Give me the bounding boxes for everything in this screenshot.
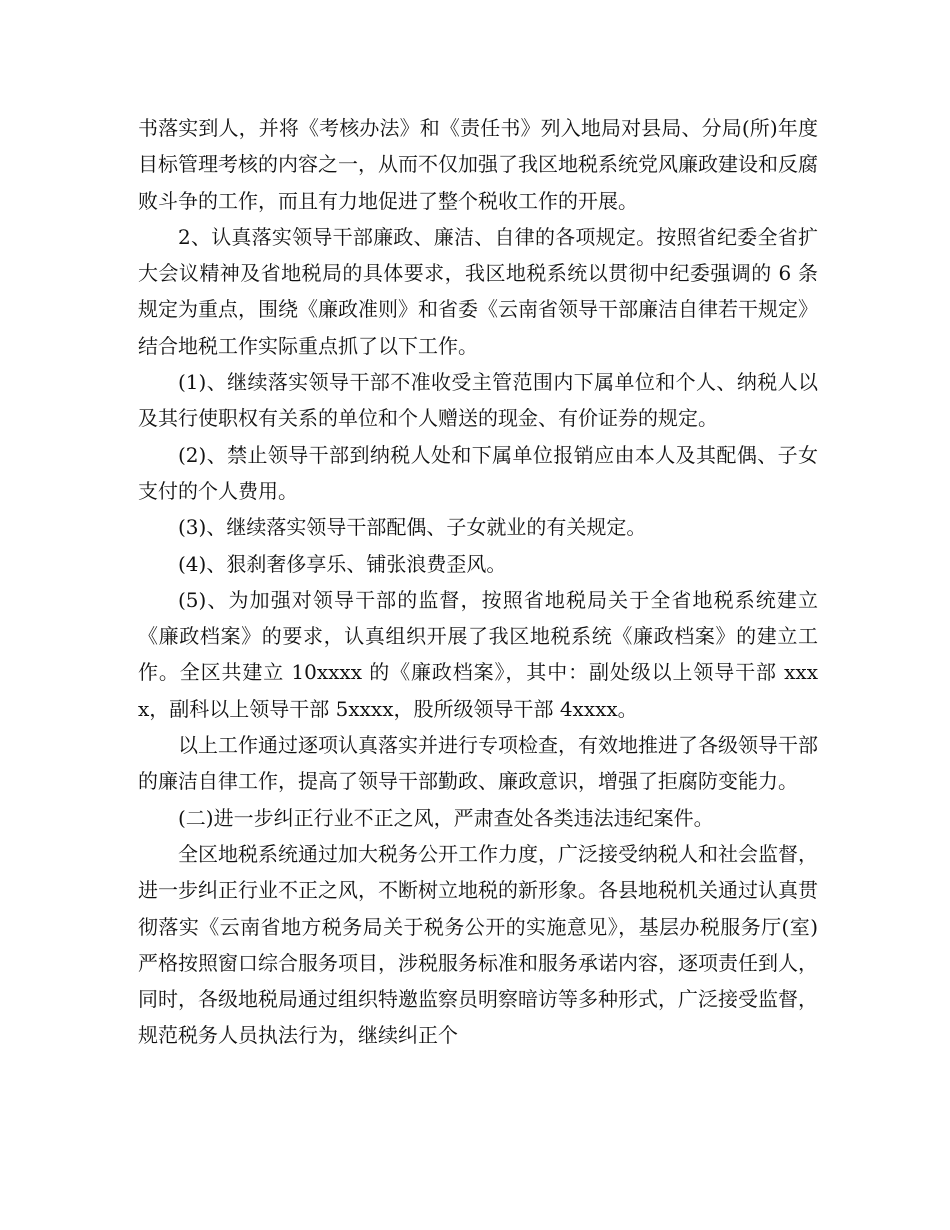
- document-body: [138, 110, 818, 1054]
- paragraph-subitem-3: (3)、继续落实领导干部配偶、子女就业的有关规定。: [178, 515, 647, 540]
- paragraph-subitem-2: (2)、禁止领导干部到纳税人处和下属单位报销应由本人及其配偶、子女支付的个人费用。: [138, 442, 818, 503]
- paragraph-subitem-4: (4)、狠刹奢侈享乐、铺张浪费歪风。: [178, 551, 507, 576]
- paragraph-section-2-body: 全区地税系统通过加大税务公开工作力度，广泛接受纳税人和社会监督，进一步纠正行业不正之风，不断树立地税的新形象。各县地税机关通过认真贯彻落实《云南省地方税务局关于税务公开的实施意见》，基层办税服务厅(室)严格按照窗口综合服务项目，涉税服务标准和服务承诺内容，逐项责任到人，同时，各级地税局通过组织特邀监察员明察暗访等多种形式，广泛接受监督，规范税务人员执法行为，继续纠正个: [138, 841, 818, 1048]
- section-heading-2: (二)进一步纠正行业不正之风，严肃查处各类违法违纪案件。: [178, 805, 714, 830]
- paragraph-item-2: 2、认真落实领导干部廉政、廉洁、自律的各项规定。按照省纪委全省扩大会议精神及省地税局的具体要求，我区地税系统以贯彻中纪委强调的 6 条规定为重点，围绕《廉政准则》和省委《云南省领导干部廉洁自律若干规定》结合地税工作实际重点抓了以下工作。: [138, 224, 818, 358]
- paragraph-summary: 以上工作通过逐项认真落实并进行专项检查，有效地推进了各级领导干部的廉洁自律工作，提高了领导干部勤政、廉政意识，增强了拒腐防变能力。: [138, 733, 818, 794]
- paragraph-subitem-1: (1)、继续落实领导干部不准收受主管范围内下属单位和个人、纳税人以及其行使职权有关系的单位和个人赠送的现金、有价证券的规定。: [138, 370, 818, 431]
- paragraph-subitem-5: (5)、为加强对领导干部的监督，按照省地税局关于全省地税系统建立《廉政档案》的要求，认真组织开展了我区地税系统《廉政档案》的建立工作。全区共建立 10xxxx 的《廉政档案》，其中：副处级以上领导干部 xxxx，副科以上领导干部 5xxxx，股所级领导干部 4xxxx。: [138, 587, 818, 721]
- paragraph-continuation: 书落实到人，并将《考核办法》和《责任书》列入地局对县局、分局(所)年度目标管理考核的内容之一，从而不仅加强了我区地税系统党风廉政建设和反腐败斗争的工作，而且有力地促进了整个税收工作的开展。: [138, 116, 818, 213]
